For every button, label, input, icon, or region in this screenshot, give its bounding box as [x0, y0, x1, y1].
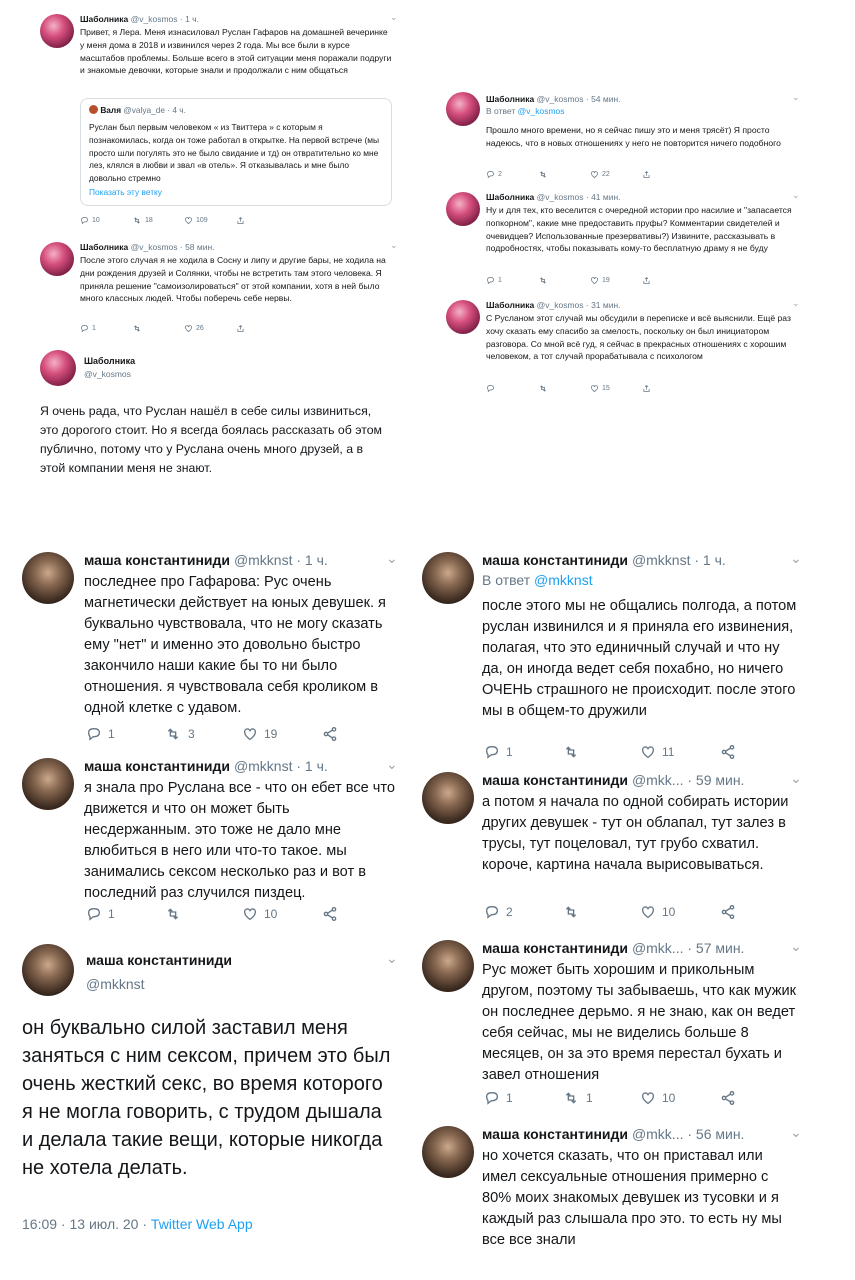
chevron-down-icon[interactable]: ⌄: [790, 770, 802, 786]
retweet-button[interactable]: [562, 1090, 640, 1106]
retweet-icon: [538, 170, 548, 179]
tweet-actions: [486, 384, 651, 393]
share-button[interactable]: [642, 170, 651, 179]
author-meta: @mkknst · 1 ч.: [233, 758, 328, 774]
share-icon: [720, 1090, 736, 1106]
share-button[interactable]: [720, 904, 736, 920]
tweet[interactable]: [0, 754, 415, 934]
reply-context: [482, 572, 593, 588]
share-icon: [236, 324, 245, 333]
retweet-button[interactable]: [538, 276, 590, 285]
like-count: 10: [264, 907, 278, 921]
retweet-button[interactable]: [562, 744, 640, 760]
top-right-panel: [430, 84, 816, 402]
reply-count: 1: [506, 1091, 513, 1105]
retweet-icon: [562, 744, 580, 760]
reply-icon: [80, 324, 89, 333]
author-name[interactable]: маша константиниди: [482, 552, 629, 568]
tweet[interactable]: [24, 10, 410, 230]
avatar[interactable]: [446, 92, 480, 126]
tweet-text: Ну и для тех, кто веселится с очередной истории про насилие и "запасается попкорном", какие мне предоставить пруфы? Комментарии свидетелей и очевидцев? Использованные презервативы?) Извините, рассказывать в подробностях, чтобы показывать кому-то бесплатную драму я не буду: [486, 205, 792, 254]
reply-icon: [80, 216, 89, 225]
like-count: 19: [602, 277, 610, 284]
heart-icon: [590, 384, 599, 393]
tweet-text: а потом я начала по одной собирать истории других девушек - тут он облапал, тут залез в трусы, тут поцеловал, тут грубо схватил. короче, картина начала вырисовываться.: [482, 794, 789, 873]
retweet-button[interactable]: [538, 384, 590, 393]
author-meta: @v_kosmos · 41 мин.: [536, 192, 621, 202]
author-meta: @v_kosmos · 31 мин.: [536, 300, 621, 310]
like-count: 19: [264, 727, 278, 741]
reply-count: 10: [92, 217, 100, 224]
author-meta: @mkk... · 59 мин.: [631, 772, 745, 788]
avatar[interactable]: [422, 772, 474, 824]
tweet[interactable]: [430, 90, 816, 186]
share-icon: [720, 744, 736, 760]
retweet-button[interactable]: [164, 726, 242, 742]
retweet-count: 3: [188, 727, 195, 741]
avatar[interactable]: [446, 192, 480, 226]
share-button[interactable]: [642, 276, 651, 285]
like-button[interactable]: [242, 906, 322, 922]
retweet-button[interactable]: [164, 906, 242, 922]
tweet-expanded[interactable]: [0, 940, 415, 1240]
tweet-actions: [80, 216, 245, 225]
tweet[interactable]: [0, 546, 415, 746]
tweet-text: После этого случая я не ходила в Сосну и липу и другие бары, не ходила на дни рождения друзей и Солянки, чтобы не встретить там этого человека. Я приняла решение "самоизолироваться" от этой компании, хотя в ней было много классных людей. Чтобы поберечь себе нервы.: [80, 255, 386, 304]
author-meta: @mkknst · 1 ч.: [631, 552, 726, 568]
retweet-icon: [164, 906, 182, 922]
reply-button[interactable]: [486, 384, 538, 393]
tweet-footer: [22, 1216, 253, 1232]
author-name[interactable]: маша константиниди: [86, 952, 233, 968]
tweet[interactable]: [24, 238, 410, 344]
author-name[interactable]: маша константиниди: [482, 1126, 629, 1142]
tweet-text: но хочется сказать, что он приставал или имел сексуальные отношения примерно с 80% моих знакомых девушек из тусовки и я каждый раз слышала про это. то есть ну мы все все знали: [482, 1148, 782, 1248]
tweet-actions: [86, 726, 338, 742]
reply-icon: [484, 904, 500, 920]
reply-icon: [484, 744, 500, 760]
tweet-actions: [484, 904, 736, 920]
heart-icon: [590, 170, 599, 179]
reply-icon: [486, 276, 495, 285]
chevron-down-icon[interactable]: ⌄: [792, 298, 800, 308]
avatar[interactable]: [22, 552, 74, 604]
quoted-tweet[interactable]: [80, 98, 392, 206]
reply-icon: [86, 906, 102, 922]
like-button[interactable]: [590, 276, 642, 285]
share-button[interactable]: [322, 906, 338, 922]
avatar[interactable]: [22, 758, 74, 810]
reply-button[interactable]: [80, 324, 132, 333]
source-app-link[interactable]: Twitter Web App: [150, 1216, 253, 1232]
top-left-panel: [24, 0, 410, 488]
retweet-button[interactable]: [132, 324, 184, 333]
heart-icon: [640, 744, 656, 760]
author-name[interactable]: маша константиниди: [482, 940, 629, 956]
avatar[interactable]: [40, 14, 74, 48]
author-handle[interactable]: @mkknst: [86, 976, 145, 992]
chevron-down-icon[interactable]: ⌄: [790, 1124, 802, 1140]
like-count: 109: [196, 217, 208, 224]
tweet-actions: [80, 324, 245, 333]
tweet-text: после этого мы не общались полгода, а потом руслан извинился и я приняла его извинения, полагая, что это единичный случай и что ну да, он иногда ведет себя похабно, но ничего ОЧЕНЬ страшного не происходит. после этого мы в общем-то дружили: [482, 598, 797, 719]
author-meta: @v_kosmos · 58 мин.: [130, 242, 215, 252]
reply-count: 1: [506, 745, 513, 759]
reply-icon: [484, 1090, 500, 1106]
share-button[interactable]: [236, 216, 245, 225]
bottom-right-panel: [418, 540, 838, 1270]
tweet-actions: [484, 1090, 736, 1106]
tweet-actions: [486, 276, 651, 285]
reply-icon: [86, 726, 102, 742]
reply-button[interactable]: [80, 216, 132, 225]
heart-icon: [640, 1090, 656, 1106]
avatar[interactable]: [422, 1126, 474, 1178]
reply-prefix: В ответ: [486, 106, 516, 116]
share-icon: [720, 904, 736, 920]
share-icon: [322, 906, 338, 922]
retweet-icon: [132, 216, 142, 225]
reply-to-link[interactable]: @v_kosmos: [517, 106, 565, 116]
author-name[interactable]: маша константиниди: [84, 758, 231, 774]
heart-icon: [184, 216, 193, 225]
retweet-icon: [562, 904, 580, 920]
chevron-down-icon[interactable]: ⌄: [792, 190, 800, 200]
reply-button[interactable]: [486, 276, 538, 285]
reply-count: 1: [498, 277, 502, 284]
chevron-down-icon[interactable]: ⌄: [386, 756, 398, 772]
share-icon: [236, 216, 245, 225]
like-button[interactable]: [590, 170, 642, 179]
tweet-text: Привет, я Лера. Меня изнасиловал Руслан Гафаров на домашней вечеринке у меня дома в 2018 и извинился через 2 года. Мы все были в курсе масштабов проблемы. Больше всего в этой ситуации меня поражали подруги и знакомые девочки, которые знали и продолжали с ним общаться: [80, 27, 392, 76]
heart-icon: [184, 324, 193, 333]
like-count: 26: [196, 325, 204, 332]
author-name[interactable]: Шаболника: [486, 94, 535, 104]
quote-author-name: Валя: [100, 105, 122, 115]
retweet-button[interactable]: [562, 904, 640, 920]
retweet-icon: [538, 384, 548, 393]
quote-avatar: [89, 105, 98, 114]
avatar[interactable]: [40, 350, 76, 386]
tweet[interactable]: [430, 298, 816, 402]
retweet-button[interactable]: [132, 216, 184, 225]
share-icon: [642, 170, 651, 179]
share-button[interactable]: [236, 324, 245, 333]
like-count: 10: [662, 905, 676, 919]
avatar[interactable]: [422, 940, 474, 992]
reply-icon: [486, 170, 495, 179]
author-name[interactable]: Шаболника: [84, 356, 136, 366]
share-button[interactable]: [720, 744, 736, 760]
quote-text: Руслан был первым человеком « из Твиттера » с которым я познакомилась, когда он тоже работал в открытке. На первой встрече (мы просто шли погулять это не было свидание и тд) он отвратительно ко мне лез, клялся в любви и звал «в отель». Я отказывалась и мне было довольно стремно: [89, 122, 380, 184]
author-meta: @v_kosmos · 1 ч.: [130, 14, 199, 24]
like-button[interactable]: [184, 216, 236, 225]
reply-button[interactable]: [86, 726, 164, 742]
reply-count: 1: [108, 907, 115, 921]
author-handle[interactable]: @v_kosmos: [84, 369, 131, 379]
reply-prefix: В ответ: [482, 572, 531, 588]
tweet-expanded[interactable]: [24, 348, 410, 484]
reply-to-link[interactable]: @mkknst: [534, 572, 593, 588]
like-button[interactable]: [640, 1090, 720, 1106]
retweet-count: 18: [145, 217, 153, 224]
heart-icon: [590, 276, 599, 285]
share-button[interactable]: [720, 1090, 736, 1106]
reply-button[interactable]: [484, 1090, 562, 1106]
reply-icon: [486, 384, 495, 393]
author-name[interactable]: маша константиниди: [84, 552, 231, 568]
retweet-icon: [132, 324, 142, 333]
tweet[interactable]: [418, 546, 838, 760]
avatar[interactable]: [22, 944, 74, 996]
author-name[interactable]: Шаболника: [486, 192, 535, 202]
share-button[interactable]: [322, 726, 338, 742]
bottom-left-panel: [0, 540, 415, 1270]
retweet-button[interactable]: [538, 170, 590, 179]
like-button[interactable]: [590, 384, 642, 393]
reply-count: 2: [506, 905, 513, 919]
heart-icon: [242, 726, 258, 742]
tweet[interactable]: [418, 1122, 838, 1262]
heart-icon: [640, 904, 656, 920]
chevron-down-icon[interactable]: ⌄: [390, 12, 398, 22]
avatar[interactable]: [40, 242, 74, 276]
chevron-down-icon[interactable]: ⌄: [386, 550, 398, 566]
author-name[interactable]: маша константиниди: [482, 772, 629, 788]
author-meta: @v_kosmos · 54 мин.: [536, 94, 621, 104]
like-count: 22: [602, 171, 610, 178]
like-button[interactable]: [640, 744, 720, 760]
tweet-text: я знала про Руслана все - что он ебет все что движется и что он может быть несдержанным. это тоже не дало мне влюбиться в него или что-то такое. мы занимались сексом несколько раз и вот в последний раз случился пиздец.: [84, 780, 396, 901]
chevron-down-icon[interactable]: ⌄: [390, 240, 398, 250]
author-name[interactable]: Шаболника: [80, 14, 129, 24]
chevron-down-icon[interactable]: ⌄: [790, 550, 802, 566]
like-button[interactable]: [184, 324, 236, 333]
author-meta: @mkknst · 1 ч.: [233, 552, 328, 568]
author-name[interactable]: Шаболника: [80, 242, 129, 252]
share-icon: [322, 726, 338, 742]
like-button[interactable]: [640, 904, 720, 920]
reply-button[interactable]: [86, 906, 164, 922]
chevron-down-icon[interactable]: ⌄: [792, 92, 800, 102]
avatar[interactable]: [422, 552, 474, 604]
tweet[interactable]: [418, 934, 838, 1114]
tweet-actions: [86, 906, 338, 922]
reply-count: 2: [498, 171, 502, 178]
like-count: 11: [662, 745, 675, 759]
quote-author-meta: @valya_de · 4 ч.: [123, 105, 186, 115]
tweet[interactable]: [418, 768, 838, 928]
reply-context: [486, 106, 565, 116]
reply-count: 1: [92, 325, 96, 332]
like-count: 15: [602, 385, 610, 392]
author-name[interactable]: Шаболника: [486, 300, 535, 310]
tweet-text: Я очень рада, что Руслан нашёл в себе силы извиниться, это дорогого стоит. Но я всегда боялась рассказать об этом публично, потому что у Руслана очень много друзей, а в этой компании меня не знают.: [40, 404, 382, 475]
tweet-actions: [484, 744, 736, 760]
reply-button[interactable]: [484, 904, 562, 920]
retweet-count: 1: [586, 1091, 593, 1105]
retweet-icon: [538, 276, 548, 285]
avatar[interactable]: [446, 300, 480, 334]
like-count: 10: [662, 1091, 676, 1105]
share-icon: [642, 384, 651, 393]
share-icon: [642, 276, 651, 285]
share-button[interactable]: [642, 384, 651, 393]
author-meta: @mkk... · 56 мин.: [631, 1126, 745, 1142]
tweet-text: Рус может быть хорошим и прикольным другом, поэтому ты забываешь, что как мужик он последнее дерьмо. я не знаю, как он ведет себя сейчас, мы не виделись больше 8 месяцев, он за это время перестал бухать и завел отношения: [482, 962, 796, 1083]
tweet-text: последнее про Гафарова: Рус очень магнетически действует на юных девушек. я буквально чувствовала, что не могу сказать ему "нет" и именно это довольно быстро закончило наши какие бы то ни было отношения. я чувствовала себя кроликом в одной клетке с удавом.: [84, 574, 386, 716]
reply-button[interactable]: [484, 744, 562, 760]
retweet-icon: [164, 726, 182, 742]
tweet-actions: [486, 170, 651, 179]
chevron-down-icon[interactable]: ⌄: [386, 950, 398, 966]
chevron-down-icon[interactable]: ⌄: [790, 938, 802, 954]
reply-button[interactable]: [486, 170, 538, 179]
heart-icon: [242, 906, 258, 922]
like-button[interactable]: [242, 726, 322, 742]
reply-count: 1: [108, 727, 115, 741]
show-thread-link[interactable]: Показать эту ветку: [89, 187, 162, 197]
tweet-text: Прошло много времени, но я сейчас пишу это и меня трясёт) Я просто надеюсь, что в новых отношениях у него не повторится ничего подобного: [486, 125, 781, 148]
tweet-text: С Русланом этот случай мы обсудили в переписке и всё выяснили. Ещё раз хочу сказать ему спасибо за смелость, поскольку он был инициатором разговора. Со мной всё гуд, я сейчас в прекрасных отношениях с хорошим человеком, а тот случай прорабатывала с психологом: [486, 313, 791, 362]
tweet[interactable]: [430, 190, 816, 296]
author-meta: @mkk... · 57 мин.: [631, 940, 745, 956]
tweet-text: он буквально силой заставил меня заняться с ним сексом, причем это был очень жесткий секс, во время которого я не могла говорить, с трудом дышала и делала такие вещи, которые никогда не хотела делать.: [22, 1017, 391, 1179]
timestamp: 16:09 · 13 июл. 20 ·: [22, 1216, 148, 1232]
retweet-icon: [562, 1090, 580, 1106]
